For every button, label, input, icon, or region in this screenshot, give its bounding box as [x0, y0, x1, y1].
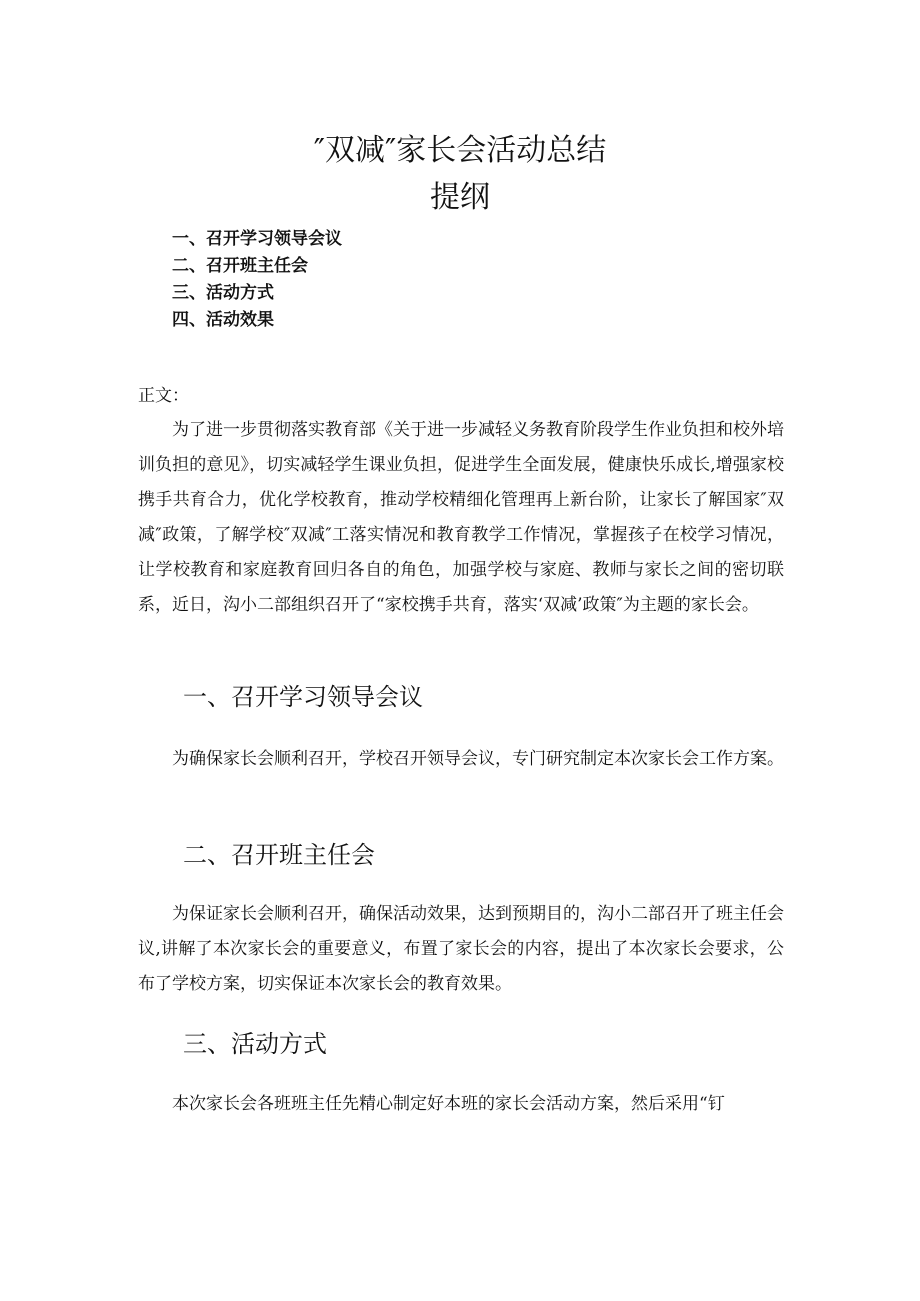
section-paragraph: 本次家长会各班班主任先精心制定好本班的家长会活动方案，然后采用“钉	[172, 1094, 725, 1114]
section-heading: 一、召开学习领导会议	[183, 683, 423, 711]
outline-item: 一、召开学习领导会议	[172, 229, 342, 249]
section-heading: 三、活动方式	[183, 1030, 327, 1058]
outline-item: 二、召开班主任会	[172, 256, 308, 276]
outline-list	[172, 226, 342, 334]
section-heading: 二、召开班主任会	[183, 841, 375, 869]
document-title: ″双减″家长会活动总结	[313, 133, 607, 168]
document-subtitle: 提纲	[430, 180, 490, 215]
intro-paragraph: 为了进一步贯彻落实教育部《关于进一步减轻义务教育阶段学生作业负担和校外培训负担的意见》，切实减轻学生课业负担，促进学生全面发展，健康快乐成长,增强家校携手共育合力，优化学校教育，推动学校精细化管理再上新台阶，让家长了解国家″双减″政策，了解学校″双减″工落实情况和教育教学工作情况，掌握孩子在校学习情况，让学校教育和家庭教育回归各自的角色，加强学校与家庭、教师与家长之间的密切联系，近日，沟小二部组织召开了“家校携手共育，落实‘双减’政策″为主题的家长会。	[138, 420, 784, 615]
section-paragraph: 为确保家长会顺利召开，学校召开领导会议，专门研究制定本次家长会工作方案。	[172, 749, 784, 769]
body-label: 正文：	[138, 386, 189, 406]
section-paragraph: 为保证家长会顺利召开，确保活动效果，达到预期目的，沟小二部召开了班主任会议,讲解了本次家长会的重要意义，布置了家长会的内容，提出了本次家长会要求，公布了学校方案，切实保证本次家长会的教育效果。	[138, 904, 784, 994]
outline-item: 四、活动效果	[172, 310, 274, 330]
outline-item: 三、活动方式	[172, 283, 274, 303]
